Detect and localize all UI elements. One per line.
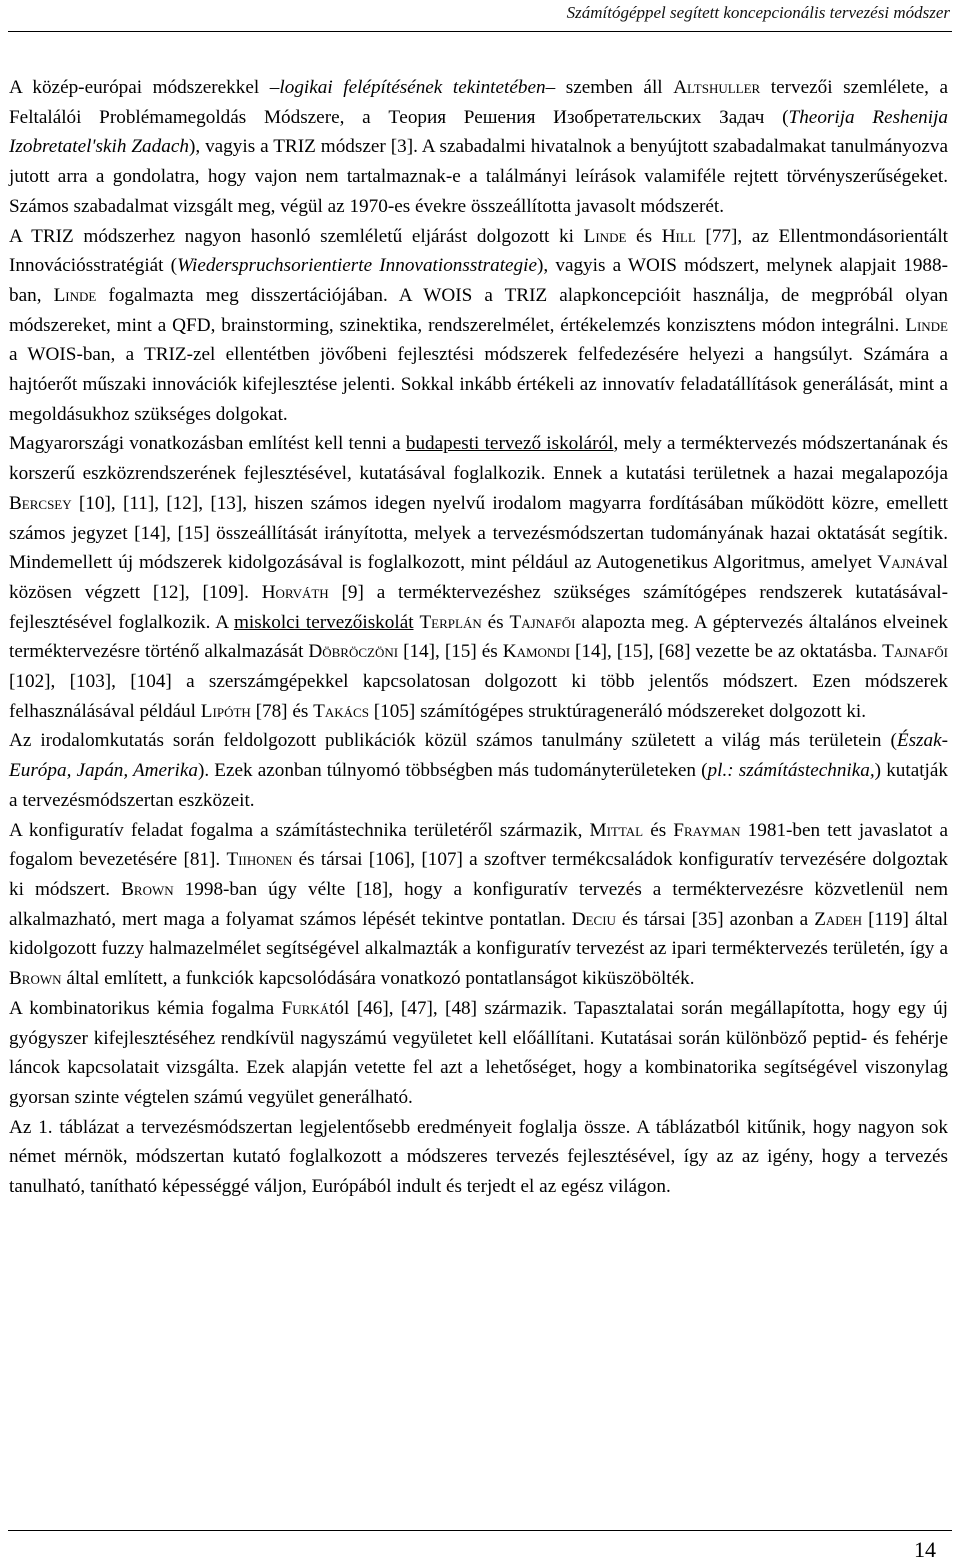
text-run: [119] által kidolgozott fuzzy halmazelmélet segítségével alkalmazták a konfiguratív tervezést az ipari terméktervezés területén, így a: [9, 908, 948, 960]
italic-text: Wiederspruchsorientierte Innovationsstrategie: [177, 255, 538, 277]
author-name: Takács: [313, 700, 369, 722]
text-run: ) kutatják a tervezésmódszertan eszközeit.: [9, 760, 948, 811]
text-run: és: [481, 611, 510, 633]
text-run: A konfiguratív feladat fogalma a számítástechnika területéről származik,: [9, 819, 590, 841]
running-header: Számítógéppel segített koncepcionális tervezési módszer: [566, 3, 950, 22]
text-run: ). Ezek azonban túlnyomó többségben más tudományterületeken (: [197, 760, 708, 782]
author-name: Zadeh: [814, 908, 863, 930]
text-run: [9] a terméktervezéshez szükséges számítógépes rendszerek kutatásával-fejlesztésével foglalkozik. A: [9, 581, 948, 633]
text-run: és társai [106], [107] a szoftver termékcsaládok konfiguratív tervezésére dolgoztak ki módszert.: [9, 849, 948, 900]
text-run: a WOIS-ban, a TRIZ-zel ellentétben jövőbeni fejlesztési módszerek felfedezésére helyezi a hangsúlyt. Számára a hajtóerőt műszaki innovációk kifejlesztése jelenti. Sokkal inkább értékeli az innovatív feladatállítások generálását, mint a megoldásukhoz szükséges dolgokat.: [9, 344, 948, 425]
author-name: Tajnafői: [882, 641, 948, 663]
page-number: 14: [914, 1537, 936, 1562]
text-run: [10], [11], [12], [13], hiszen számos idegen nyelvű irodalom magyarra fordításában működött közre, emellett számos jegyzet [14], [15] összeállítását irányította, melyek a tervezésmódszertan tudományának hazai oktatását segítik. Mindemellett új módszerek kidolgozásával is foglalkozott, mint például az Autogenetikus Algoritmus, amelyet: [9, 492, 948, 574]
author-name: Linde: [53, 284, 97, 306]
text-run: [14], [15] és: [398, 641, 503, 663]
footer-divider: [8, 1530, 952, 1531]
text-run: szemben áll: [555, 77, 674, 98]
paragraph: [9, 994, 948, 1113]
text-run: A közép-európai módszerekkel: [9, 77, 270, 98]
text-run: Az 1. táblázat a tervezésmódszertan legjelentősebb eredményeit foglalja össze. A táblázatból kitűnik, hogy nagyon sok német mérnök, módszertan kutató foglalkozott a módszeres tervezés fejlesztésével, így az az igény, hogy a tervezés tanulható, tanítható képességgé váljon, Európából indult és terjedt el az egész világon.: [9, 1116, 948, 1198]
text-run: és társai [35] azonban a: [615, 908, 815, 930]
author-name: Döbröczöni: [308, 641, 399, 663]
paragraph: [9, 816, 948, 994]
paragraph: [9, 1113, 948, 1202]
italic-text: Észak-Európa, Japán, Amerika: [9, 730, 948, 782]
text-run: alapozta meg. A géptervezés általános elveinek terméktervezésre történő alkalmazását: [9, 611, 949, 663]
underlined-text: budapesti tervező iskoláról: [405, 433, 614, 455]
text-run: [78] és: [250, 700, 314, 722]
author-name: Altshuller: [673, 77, 761, 98]
text-run: A TRIZ módszerhez nagyon hasonló szemléletű eljárást dolgozott ki: [9, 225, 584, 247]
author-name: Furká: [281, 997, 330, 1019]
author-name: Deciu: [571, 908, 616, 930]
author-name: Mittal: [589, 819, 644, 841]
author-name: Terplán: [419, 611, 482, 633]
text-run: ), vagyis a TRIZ módszer [3]. A szabadalmi hivatalnok a benyújtott szabadalmakat tanulmányozva jutott arra a gondolatra, hogy vajon nem tartalmaznak-e a találmányi leírások valamiféle rejtett törvényszerűségeket. Számos szabadalmat vizsgált meg, végül az 1970-es évekre összeállította javasolt módszerét.: [9, 136, 948, 217]
text-run: [102], [103], [104] a szerszámgépekkel kapcsolatosan dolgozott ki több jelentős módszert. Ezen módszerek felhasználásával például: [9, 671, 948, 722]
italic-text: –logikai felépítésének tekintetében–: [269, 77, 556, 98]
text-run: tól [46], [47], [48] származik. Tapasztalatai során megállapította, hogy egy új gyógyszer kifejlesztéséhez rendkívül nagyszámú vegyületet kell előállítani. Kutatásai során különböző peptid- és fehérje láncok kapcsolatait vizsgálta. Ezek alapján vetette fel azt a lehetőséget, hogy a kombinatorika segítségével viszonylag gyorsan szinte végtelen számú vegyület generálható.: [9, 997, 948, 1108]
text-run: és: [643, 819, 674, 841]
underlined-text: miskolci tervezőiskolát: [233, 611, 414, 633]
author-name: Vajná: [877, 552, 925, 574]
author-name: Linde: [905, 314, 948, 336]
italic-text: pl.: számítástechnika,: [707, 760, 875, 782]
author-name: Linde: [583, 225, 627, 247]
author-name: Tiihonen: [226, 849, 293, 871]
paragraph: [9, 222, 948, 430]
text-run: fogalmazta meg disszertációjában. A WOIS a TRIZ alapkoncepcióit használja, de megpróbál olyan módszereket, mint a QFD, brainstorming, szinektika, rendszerelmélet, értékelemzés konzisztens módon integrálni.: [9, 284, 948, 336]
italic-text: Theorija Reshenija Izobretatel'skih Zadach: [9, 106, 948, 158]
author-name: Lipóth: [200, 700, 251, 722]
text-run: [77], az Ellentmondásorientált Innovációsstratégiát (: [9, 225, 948, 277]
text-run: [105] számítógépes struktúrageneráló módszereket dolgozott ki.: [368, 700, 867, 722]
header-divider: [8, 31, 952, 32]
author-name: Frayman: [673, 819, 741, 841]
text-run: 1998-ban úgy vélte [18], hogy a konfiguratív tervezés a terméktervezésre közvetlenül nem alkalmazható, mert maga a folyamat számos lépését tekintve pontatlan.: [9, 878, 948, 930]
paragraph: [9, 73, 948, 222]
text-run: val közösen végzett [12], [109].: [9, 552, 948, 603]
author-name: Hill: [661, 225, 696, 247]
author-name: Brown: [121, 878, 174, 900]
text-run: tervezői szemlélete, a Feltalálói Problémamegoldás Módszere, a Теория Решения Изобретательских Задач (: [9, 77, 948, 128]
author-name: Kamondi: [502, 641, 571, 663]
paragraph: [9, 429, 948, 726]
author-name: Brown: [9, 968, 62, 990]
text-run: 1981-ben tett javaslatot a fogalom bevezetésére [81].: [9, 819, 948, 871]
author-name: Horváth: [261, 581, 329, 603]
text-run: ), vagyis a WOIS módszert, melynek alapjait 1988-ban,: [9, 255, 948, 306]
author-name: Bercsey: [9, 492, 72, 514]
text-run: [14], [15], [68] vezette be az oktatásba.: [570, 641, 883, 663]
text-run: Magyarországi vonatkozásban említést kell tenni a: [9, 433, 406, 455]
text-run: , mely a terméktervezés módszertanának és korszerű eszközrendszerének fejlesztésével, kutatásával foglalkozik. Ennek a kutatási területnek a hazai megalapozója: [9, 433, 948, 485]
paragraph: [9, 726, 948, 815]
author-name: Tajnafői: [509, 611, 576, 633]
body-text: [9, 73, 948, 1202]
text-run: által említett, a funkciók kapcsolódására vonatkozó pontatlanságot kiküszöbölték.: [61, 968, 695, 990]
text-run: A kombinatorikus kémia fogalma: [9, 997, 282, 1019]
text-run: és: [626, 225, 662, 247]
text-run: Az irodalomkutatás során feldolgozott publikációk közül számos tanulmány született a világ más területein (: [9, 730, 897, 752]
